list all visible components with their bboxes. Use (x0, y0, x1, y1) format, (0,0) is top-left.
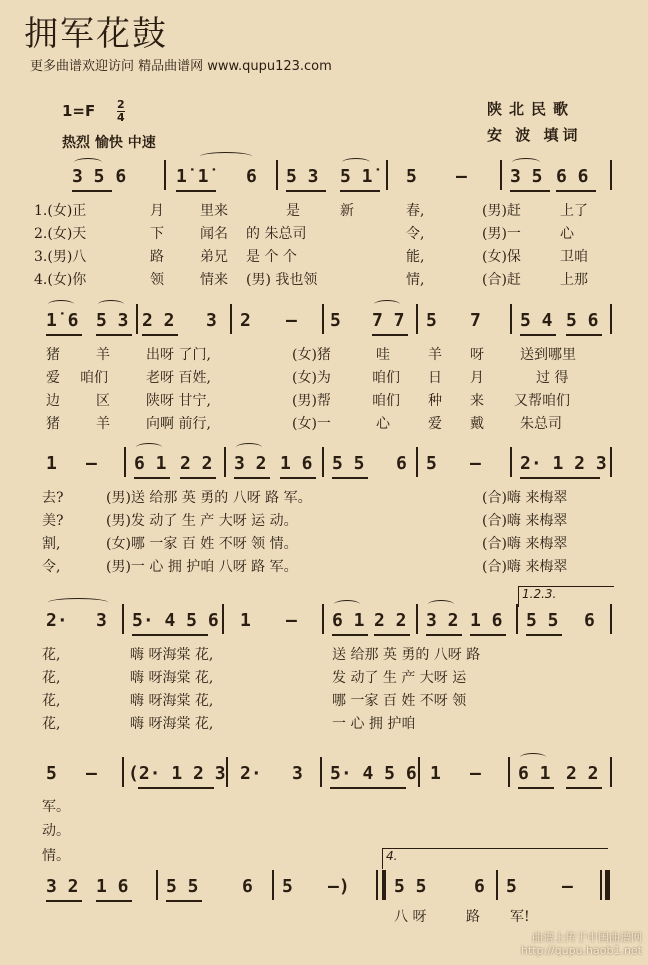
slur (428, 600, 454, 609)
beam (566, 787, 602, 789)
lyric-text: 领 (150, 272, 164, 288)
note-group: 5 4 (520, 310, 553, 331)
lyric-text: 情, (406, 272, 425, 288)
beam (134, 477, 170, 479)
slur (136, 443, 162, 452)
beam (138, 787, 214, 789)
final-bar-line (605, 870, 610, 900)
watermark-line: 曲谱上传于中国曲谱网 (532, 931, 642, 944)
note-group: 6 (474, 876, 485, 897)
note-group: 2· (46, 610, 68, 631)
bar-line (320, 757, 322, 787)
bar-line (164, 160, 166, 190)
beam (566, 334, 602, 336)
lyric-text: 花, (42, 716, 61, 732)
lyric-text: 日 (428, 370, 442, 386)
slur (342, 158, 370, 167)
lyric-text: 3.(男)八 (34, 249, 87, 265)
slur (520, 753, 546, 762)
note-group: 5 (426, 310, 437, 331)
site-promo-text[interactable]: 更多曲谱欢迎访问 精品曲谱网 www.qupu123.com (30, 59, 332, 74)
slur (200, 152, 252, 161)
note-group: 3 5 6 (72, 166, 127, 187)
note-group: (2· 1 2 3 (128, 763, 226, 784)
note-group: 1 6 (280, 453, 313, 474)
lyric-text: (女)一 (292, 416, 331, 432)
slur (48, 300, 74, 309)
beam (330, 787, 406, 789)
slur (334, 600, 360, 609)
lyric-text: 令, (406, 226, 425, 242)
lyric-text: 咱们 (372, 393, 400, 409)
lyric-text: 嗨 呀海棠 花, (130, 670, 214, 686)
beam (510, 190, 550, 192)
lyric-text: 过 得 (536, 370, 569, 386)
note-group: 6 (584, 610, 595, 631)
lyric-line (0, 269, 648, 291)
note-group: 5 (46, 763, 57, 784)
lyric-text: 呀 (470, 347, 484, 363)
lyric-text: 出呀 了门, (146, 347, 211, 363)
note-group: – (286, 310, 297, 331)
lyric-line (0, 367, 648, 389)
beam (520, 334, 556, 336)
slur (98, 300, 124, 309)
lyric-text: 花, (42, 670, 61, 686)
bar-line (136, 304, 138, 334)
note-group: 1̇ 6 (46, 310, 79, 331)
lyric-text: 咱们 (80, 370, 108, 386)
note-group: 3 (96, 610, 107, 631)
note-group: 2 2 (374, 610, 407, 631)
lyric-line (0, 713, 648, 735)
bar-line (122, 604, 124, 634)
beam (520, 477, 600, 479)
note-group: – (562, 876, 573, 897)
note-group: 2· (240, 763, 262, 784)
lyric-text: (男)赶 (482, 203, 521, 219)
lyric-line (0, 344, 648, 366)
note-group: 2 (240, 310, 251, 331)
note-group: 5 5 (394, 876, 427, 897)
note-group: 2 2 (142, 310, 175, 331)
lyric-line (0, 200, 648, 222)
bar-line (610, 160, 612, 190)
watermark-line: http://qupu.haob1.net (520, 944, 642, 957)
note-group: 5 5 (332, 453, 365, 474)
lyric-text: 心 (560, 226, 574, 242)
note-group: – (86, 453, 97, 474)
note-group: 5 3 (96, 310, 129, 331)
lyric-text: 去? (42, 490, 64, 506)
note-group: – (470, 453, 481, 474)
lyric-line (0, 796, 648, 818)
lyric-text: 闻名 (200, 226, 228, 242)
bar-line (124, 447, 126, 477)
note-group: 1 6 (470, 610, 503, 631)
lyric-text: 情来 (200, 272, 228, 288)
note-group: 5 (406, 166, 417, 187)
notation-line-2 (0, 310, 648, 336)
bar-line (610, 604, 612, 634)
lyric-text: (男) 我也领 (246, 272, 318, 288)
lyric-line (0, 533, 648, 555)
note-group: 3 2 (46, 876, 79, 897)
beam (132, 634, 208, 636)
lyric-text: 上了 (560, 203, 588, 219)
note-group: – (286, 610, 297, 631)
notation-line-6 (0, 876, 648, 902)
beam (372, 334, 408, 336)
lyric-text: 军! (510, 909, 530, 925)
tempo-marking: 热烈 愉快 中速 (62, 135, 156, 151)
note-group: 2· 1 2 3 (520, 453, 607, 474)
lyric-text: (合)赶 (482, 272, 521, 288)
bar-line (224, 447, 226, 477)
lyric-text: 哪 一家 百 姓 不呀 领 (332, 693, 467, 709)
beam (332, 477, 368, 479)
beam (96, 334, 132, 336)
note-group: 5 (426, 453, 437, 474)
bar-line (516, 604, 518, 634)
lyric-text: 羊 (428, 347, 442, 363)
bar-line (508, 757, 510, 787)
lyric-text: 2.(女)天 (34, 226, 87, 242)
lyric-text: 嗨 呀海棠 花, (130, 693, 214, 709)
note-group: 3 5 (510, 166, 543, 187)
lyric-text: (合)嗨 来梅翠 (482, 536, 568, 552)
note-group: 3 2 (234, 453, 267, 474)
note-group: 3 (292, 763, 303, 784)
bar-line (272, 870, 274, 900)
note-group: 6 (242, 876, 253, 897)
beam (234, 477, 270, 479)
note-group: 3 2 (426, 610, 459, 631)
bar-line (226, 757, 228, 787)
note-group: 6 (246, 166, 257, 187)
lyric-text: 戴 (470, 416, 484, 432)
note-group: 6 6 (556, 166, 589, 187)
bar-line (416, 604, 418, 634)
lyric-text: (合)嗨 来梅翠 (482, 559, 568, 575)
notation-line-1 (0, 166, 648, 192)
beam (46, 334, 82, 336)
beam (470, 634, 506, 636)
note-group: 3 (206, 310, 217, 331)
note-group: – (456, 166, 467, 187)
song-title: 拥军花鼓 (24, 14, 168, 54)
lyric-text: 发 动了 生 产 大呀 运 (332, 670, 467, 686)
lyric-text: 来 (470, 393, 484, 409)
lyric-text: 向啊 前行, (146, 416, 211, 432)
lyric-text: 区 (96, 393, 110, 409)
lyric-line (0, 510, 648, 532)
lyric-text: 军。 (42, 799, 70, 815)
bar-line (376, 870, 378, 900)
lyric-text: 情。 (42, 848, 70, 864)
beam (518, 787, 554, 789)
beam (332, 634, 368, 636)
bar-line (418, 757, 420, 787)
bar-line (416, 447, 418, 477)
beam (280, 477, 316, 479)
lyric-text: 老呀 百姓, (146, 370, 211, 386)
note-group: 5 5 (526, 610, 559, 631)
notation-line-3 (0, 453, 648, 479)
beam (374, 634, 410, 636)
lyric-text: 卫咱 (560, 249, 588, 265)
note-group: 1 6 (96, 876, 129, 897)
lyric-line (0, 487, 648, 509)
lyric-text: 咱们 (372, 370, 400, 386)
note-group: 1̇ 1̇ (176, 166, 209, 187)
bar-line (500, 160, 502, 190)
lyric-text: (合)嗨 来梅翠 (482, 513, 568, 529)
lyric-text: 嗨 呀海棠 花, (130, 647, 214, 663)
beam (72, 190, 112, 192)
lyric-text: 送 给那 英 勇的 八呀 路 (332, 647, 481, 663)
repeat-bar-line (382, 870, 386, 900)
note-group: 1 (46, 453, 57, 474)
lyric-text: 美? (42, 513, 64, 529)
lyric-text: 弟兄 (200, 249, 228, 265)
lyric-line (0, 413, 648, 435)
note-group: 5 3 (286, 166, 319, 187)
lyric-line (0, 906, 648, 928)
bar-line (230, 304, 232, 334)
lyric-text: 八 呀 (394, 909, 427, 925)
lyric-text: 春, (406, 203, 425, 219)
volta-bracket: 1.2.3. (518, 586, 614, 607)
beam (286, 190, 326, 192)
notation-line-5 (0, 763, 648, 789)
note-group: 5 1̇ (340, 166, 373, 187)
note-group: – (86, 763, 97, 784)
slur (512, 158, 540, 167)
lyric-text: 边 (46, 393, 60, 409)
beam (166, 900, 202, 902)
lyric-text: 爱 (46, 370, 60, 386)
slur (236, 443, 262, 452)
lyric-line (0, 390, 648, 412)
lyric-line (0, 246, 648, 268)
lyric-line (0, 556, 648, 578)
time-signature-top: 2 (117, 98, 125, 111)
lyric-text: (男)帮 (292, 393, 331, 409)
note-group: 6 1 (518, 763, 551, 784)
lyric-text: 一 心 拥 护咱 (332, 716, 416, 732)
lyric-text: 月 (150, 203, 164, 219)
note-group: 5 5 (166, 876, 199, 897)
lyric-text: 新 (340, 203, 354, 219)
note-group: 1 (240, 610, 251, 631)
note-group: 5· 4 5 6 (330, 763, 417, 784)
lyric-text: 路 (466, 909, 480, 925)
lyric-text: (男)一 心 拥 护咱 八呀 路 军。 (106, 559, 298, 575)
note-group: 6 1 (134, 453, 167, 474)
bar-line (600, 870, 602, 900)
lyric-text: 是 (286, 203, 300, 219)
lyric-text: 路 (150, 249, 164, 265)
note-group: 6 1 (332, 610, 365, 631)
beam (180, 477, 216, 479)
lyric-text: (女)哪 一家 百 姓 不呀 领 情。 (106, 536, 298, 552)
lyric-text: (男)送 给那 英 勇的 八呀 路 军。 (106, 490, 312, 506)
lyric-text: (合)嗨 来梅翠 (482, 490, 568, 506)
note-group: –) (328, 876, 350, 897)
note-group: 5 (282, 876, 293, 897)
beam (46, 900, 82, 902)
lyric-line (0, 690, 648, 712)
time-signature (117, 99, 125, 124)
bar-line (322, 447, 324, 477)
beam (556, 190, 596, 192)
lyric-text: 割, (42, 536, 61, 552)
bar-line (610, 757, 612, 787)
lyric-line (0, 667, 648, 689)
lyric-text: 又帮咱们 (514, 393, 570, 409)
beam (176, 190, 216, 192)
note-group: 7 7 (372, 310, 405, 331)
note-group: 2 2 (566, 763, 599, 784)
note-group: 6 (396, 453, 407, 474)
lyric-text: (男)发 动了 生 产 大呀 运 动。 (106, 513, 298, 529)
notation-line-4 (0, 610, 648, 636)
bar-line (610, 447, 612, 477)
note-group: 5· 4 5 6 (132, 610, 219, 631)
beam (142, 334, 178, 336)
lyric-text: 爱 (428, 416, 442, 432)
lyric-text: 朱总司 (520, 416, 562, 432)
bar-line (122, 757, 124, 787)
slur (74, 158, 102, 167)
bar-line (416, 304, 418, 334)
lyric-text: 种 (428, 393, 442, 409)
note-group: 2 2 (180, 453, 213, 474)
slur (48, 598, 108, 607)
lyric-text: (女)为 (292, 370, 331, 386)
bar-line (156, 870, 158, 900)
beam (526, 634, 562, 636)
lyric-text: 猪 (46, 347, 60, 363)
lyric-text: 上那 (560, 272, 588, 288)
note-group: 5 6 (566, 310, 599, 331)
lyric-text: 令, (42, 559, 61, 575)
note-group: 5 (330, 310, 341, 331)
bar-line (222, 604, 224, 634)
lyric-text: 嗨 呀海棠 花, (130, 716, 214, 732)
beam (426, 634, 462, 636)
lyric-text: (男)一 (482, 226, 521, 242)
bar-line (496, 870, 498, 900)
lyric-text: 下 (150, 226, 164, 242)
lyric-text: 能, (406, 249, 425, 265)
lyric-text: 哇 (376, 347, 390, 363)
lyric-text: 1.(女)正 (34, 203, 87, 219)
lyric-text: 羊 (96, 347, 110, 363)
lyric-text: 送到哪里 (520, 347, 576, 363)
lyric-text: 心 (376, 416, 390, 432)
slur (374, 300, 400, 309)
lyric-text: 是 个 个 (246, 249, 297, 265)
watermark (521, 931, 642, 957)
bar-line (510, 447, 512, 477)
lyric-text: 羊 (96, 416, 110, 432)
beam (340, 190, 380, 192)
bar-line (610, 304, 612, 334)
lyric-text: 动。 (42, 823, 70, 839)
note-group: 1 (430, 763, 441, 784)
lyric-text: 陕呀 甘宁, (146, 393, 211, 409)
lyric-text: 的 朱总司 (246, 226, 307, 242)
bar-line (510, 304, 512, 334)
song-origin: 陕北民歌 (487, 100, 576, 118)
lyric-text: 里来 (200, 203, 228, 219)
lyric-line (0, 820, 648, 842)
lyric-text: (女)保 (482, 249, 521, 265)
lyric-text: 月 (470, 370, 484, 386)
lyric-text: 猪 (46, 416, 60, 432)
note-group: 7 (470, 310, 481, 331)
lyricist-credit: 安 波 填词 (487, 126, 582, 144)
key-signature: 1=F (62, 102, 96, 120)
bar-line (386, 160, 388, 190)
lyric-text: 花, (42, 647, 61, 663)
bar-line (322, 604, 324, 634)
lyric-line (0, 644, 648, 666)
time-signature-bottom: 4 (117, 111, 125, 124)
lyric-line (0, 223, 648, 245)
lyric-text: (女)猪 (292, 347, 331, 363)
lyric-text: 4.(女)你 (34, 272, 87, 288)
volta-bracket: 4. (382, 848, 608, 869)
bar-line (276, 160, 278, 190)
lyric-text: 花, (42, 693, 61, 709)
note-group: 5 (506, 876, 517, 897)
beam (96, 900, 132, 902)
bar-line (322, 304, 324, 334)
note-group: – (470, 763, 481, 784)
